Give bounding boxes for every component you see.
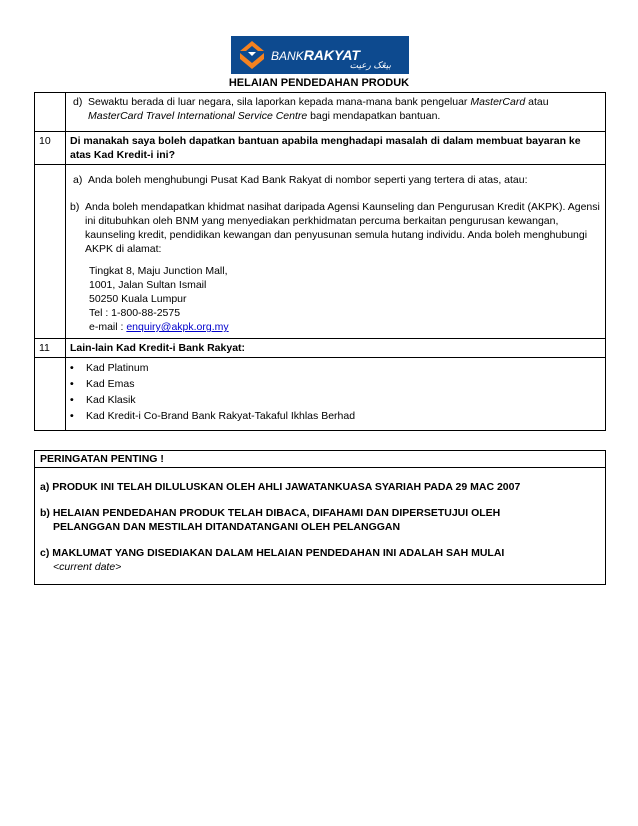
- warning-box: [34, 450, 606, 585]
- row-number: 10: [35, 132, 66, 165]
- bank-rakyat-logo: [231, 36, 409, 74]
- akpk-address: Tingkat 8, Maju Junction Mall, 1001, Jalan Sultan Ismail 50250 Kuala Lumpur Tel : 1-800-88-2575 e-mail : enquiry@akpk.org.my: [89, 265, 229, 333]
- email-link[interactable]: enquiry@akpk.org.my: [126, 321, 229, 333]
- bullet-icon: •: [70, 394, 74, 406]
- page-title: HELAIAN PENDEDAHAN PRODUK: [228, 77, 410, 89]
- heading-cell: Lain-lain Kad Kredit-i Bank Rakyat:: [66, 339, 606, 358]
- row-d-text: Sewaktu berada di luar negara, sila laporkan kepada mana-mana bank pengeluar MasterCard atau MasterCard Travel International Service Centre bagi mendapatkan bantuan.: [88, 96, 549, 122]
- table-row: [35, 358, 606, 431]
- row-number-empty: [35, 165, 66, 339]
- row-number: 11: [35, 339, 66, 358]
- bullet-icon: •: [70, 362, 74, 374]
- card-list-cell: [66, 358, 606, 431]
- list-item: • Kad Emas: [70, 378, 135, 390]
- list-item: • Kad Klasik: [70, 394, 136, 406]
- warning-item-a: a) PRODUK INI TELAH DILULUSKAN OLEH AHLI JAWATANKUASA SYARIAH PADA 29 MAC 2007: [40, 481, 521, 493]
- list-item: • Kad Kredit-i Co-Brand Bank Rakyat-Takaful Ikhlas Berhad: [70, 410, 356, 422]
- list-item: a) Anda boleh menghubungi Pusat Kad Bank Rakyat di nombor seperti yang tertera di atas, atau:: [73, 174, 528, 186]
- row-d-cell: [66, 93, 606, 132]
- table-row: [35, 165, 606, 339]
- warning-item-c: c) MAKLUMAT YANG DISEDIAKAN DALAM HELAIAN PENDEDAHAN INI ADALAH SAH MULAI <current date>: [40, 546, 600, 574]
- list-item: d) Sewaktu berada di luar negara, sila laporkan kepada mana-mana bank pengeluar MasterCard atau MasterCard Travel International Service Centre bagi mendapatkan bantuan.: [70, 95, 601, 123]
- bullet-icon: •: [70, 378, 74, 390]
- table-row: [35, 339, 606, 358]
- logo-wordmark: BANKRAKYAT: [271, 47, 360, 63]
- card-list: [70, 360, 601, 424]
- warning-item-b: b) HELAIAN PENDEDAHAN PRODUK TELAH DIBACA, DIFAHAMI DAN DIPERSETUJUI OLEH PELANGGAN DAN MESTILAH DITANDATANGANI OLEH PELANGGAN: [40, 507, 501, 533]
- bullet-icon: •: [70, 410, 74, 422]
- list-item: • Kad Platinum: [70, 362, 149, 374]
- row-number-empty: [35, 93, 66, 132]
- current-date-placeholder: <current date>: [53, 561, 122, 573]
- table-row: [35, 132, 606, 165]
- disclosure-table: [34, 92, 606, 431]
- question-cell: Di manakah saya boleh dapatkan bantuan apabila menghadapi masalah di dalam membuat bayaran ke atas Kad Kredit-i ini?: [66, 132, 606, 165]
- bank-rakyat-emblem-icon: [237, 39, 267, 71]
- logo-jawi-text: بيڠک رعيت: [349, 60, 391, 70]
- row-number-empty: [35, 358, 66, 431]
- table-row: [35, 93, 606, 132]
- list-item: b) Anda boleh mendapatkan khidmat nasihat daripada Agensi Kaunseling dan Pengurusan Kredit (AKPK). Agensi ini ditubuhkan oleh BNM yang menyediakan perkhidmatan percuma berkaitan pengurusan kewangan, kaunseling kredit, pendidikan kewangan dan penyusunan semula hutang individu. Anda boleh menghubungi AKPK di alamat:: [70, 201, 600, 255]
- answer-cell: [66, 165, 606, 339]
- warning-title: PERINGATAN PENTING !: [35, 451, 605, 468]
